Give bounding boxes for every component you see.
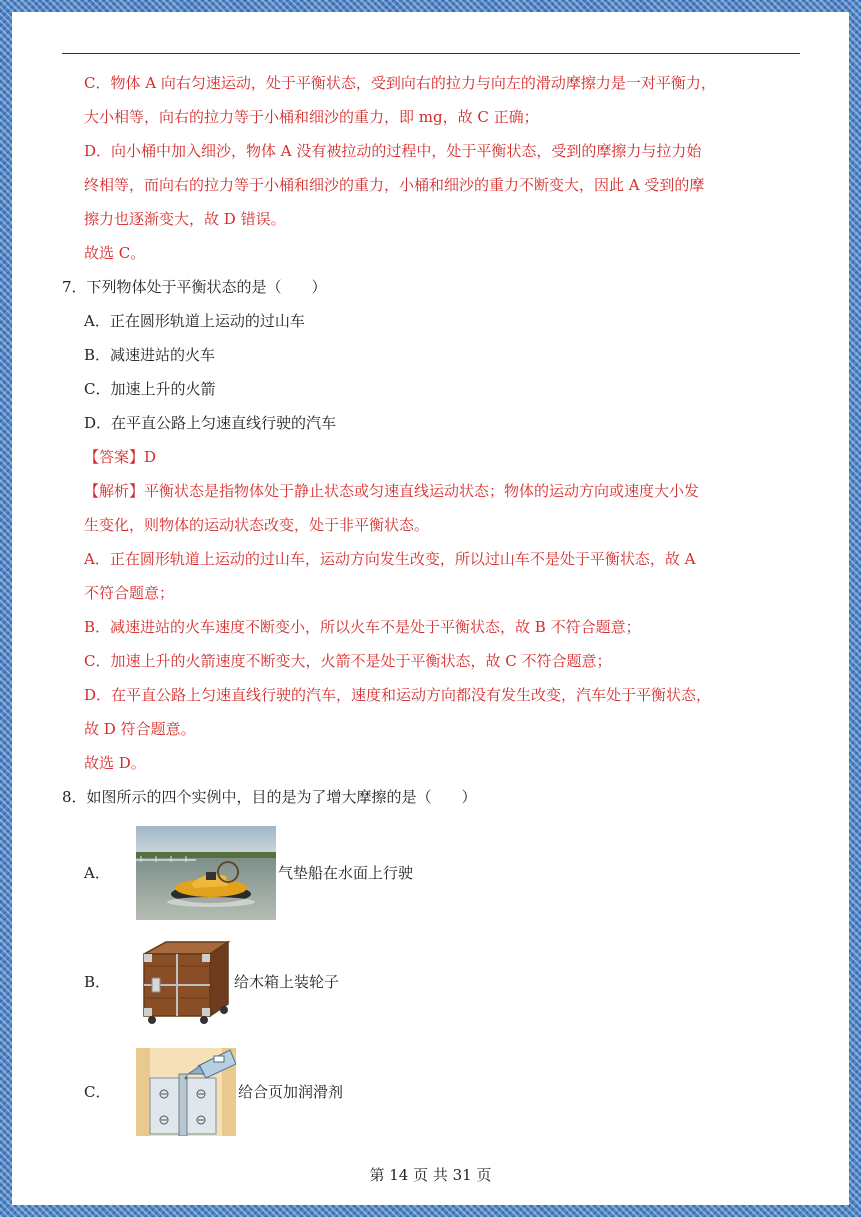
hinge-lubricant-image — [136, 1048, 236, 1136]
q7-option-d: D．在平直公路上匀速直线行驶的汽车 — [84, 414, 337, 432]
prev-solution-c-line1: C．物体 A 向右匀速运动，处于平衡状态，受到向右的拉力与向左的滑动摩擦力是一对平衡力， — [84, 74, 716, 92]
q8-option-b-letter: B． — [84, 973, 111, 991]
prev-solution-choice: 故选 C。 — [84, 244, 146, 262]
prev-solution-c-line2: 大小相等，向右的拉力等于小桶和细沙的重力，即 mg，故 C 正确； — [84, 108, 539, 126]
q7-analysis-line1: 【解析】平衡状态是指物体处于静止状态或匀速直线运动状态；物体的运动方向或速度大小发 — [84, 482, 700, 500]
wooden-box-image — [136, 938, 232, 1026]
hovercraft-image — [136, 826, 276, 920]
q8-stem: 8．如图所示的四个实例中，目的是为了增大摩擦的是（ ） — [62, 788, 477, 806]
q8-option-a-letter: A． — [84, 864, 110, 882]
q7-analysis-line2: 生变化，则物体的运动状态改变，处于非平衡状态。 — [84, 516, 430, 534]
q8-option-a-caption: 气垫船在水面上行驶 — [278, 864, 414, 882]
q7-option-b: B．减速进站的火车 — [84, 346, 216, 364]
q7-option-c: C．加速上升的火箭 — [84, 380, 216, 398]
page-footer: 第 14 页 共 31 页 — [369, 1166, 492, 1184]
prev-solution-d-line1: D．向小桶中加入细沙，物体 A 没有被拉动的过程中，处于平衡状态，受到的摩擦力与拉力始 — [84, 142, 702, 160]
q7-analysis-d-line1: D．在平直公路上匀速直线行驶的汽车，速度和运动方向都没有发生改变，汽车处于平衡状态， — [84, 686, 712, 704]
q8-option-b-caption: 给木箱上装轮子 — [234, 973, 340, 991]
q8-option-c — [61, 1048, 806, 1136]
q7-option-a: A．正在圆形轨道上运动的过山车 — [84, 312, 305, 330]
q7-choice: 故选 D。 — [84, 754, 146, 772]
q8-option-c-caption: 给合页加润滑剂 — [238, 1083, 344, 1101]
q8-option-a — [61, 826, 806, 920]
prev-solution-d-line2: 终相等，而向右的拉力等于小桶和细沙的重力，小桶和细沙的重力不断变大，因此 A 受到的摩 — [84, 176, 705, 194]
q7-analysis-c: C．加速上升的火箭速度不断变大，火箭不是处于平衡状态，故 C 不符合题意； — [84, 652, 612, 670]
prev-solution-d-line3: 擦力也逐渐变大，故 D 错误。 — [84, 210, 286, 228]
q7-analysis-a-line1: A．正在圆形轨道上运动的过山车，运动方向发生改变，所以过山车不是处于平衡状态，故 A — [84, 550, 696, 568]
q7-answer: 【答案】D — [84, 448, 157, 466]
page-content — [61, 66, 806, 1136]
header-rule — [62, 53, 800, 54]
document-page — [12, 12, 849, 1205]
q8-option-c-letter: C． — [84, 1083, 111, 1101]
q7-analysis-a-line2: 不符合题意； — [84, 584, 175, 602]
q8-option-b — [61, 938, 806, 1026]
q7-analysis-d-line2: 故 D 符合题意。 — [84, 720, 196, 738]
q7-stem: 7．下列物体处于平衡状态的是（ ） — [62, 278, 327, 296]
q7-analysis-b: B．减速进站的火车速度不断变小，所以火车不是处于平衡状态，故 B 不符合题意； — [84, 618, 641, 636]
